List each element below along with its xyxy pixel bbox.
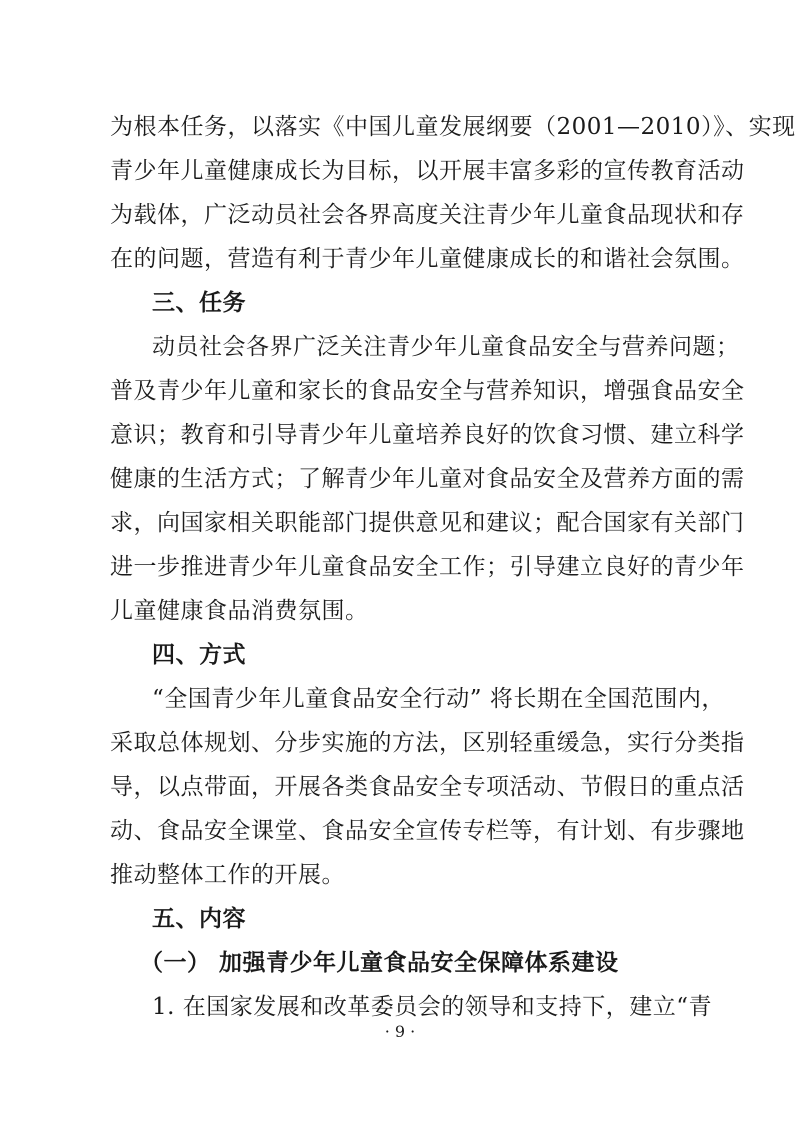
paragraph-line: 动、食品安全课堂、食品安全宣传专栏等，有计划、有步骤地 [110,818,745,844]
paragraph-line: 采取总体规划、分步实施的方法，区别轻重缓急，实行分类指 [110,730,745,756]
paragraph-line: 为根本任务，以落实《中国儿童发展纲要（2001—2010）》、实现 [110,114,796,140]
paragraph-line: 1. 在国家发展和改革委员会的领导和支持下，建立“青 [152,994,713,1020]
section-heading-tasks: 三、任务 [152,290,246,316]
paragraph-line: 推动整体工作的开展。 [110,862,345,888]
paragraph-line: 普及青少年儿童和家长的食品安全与营养知识，增强食品安全 [110,378,745,404]
section-heading-content: 五、内容 [152,906,246,932]
paragraph-line: 进一步推进青少年儿童食品安全工作；引导建立良好的青少年 [110,554,745,580]
paragraph-line: 健康的生活方式；了解青少年儿童对食品安全及营养方面的需 [110,466,745,492]
paragraph-line: “全国青少年儿童食品安全行动” 将长期在全国范围内， [152,686,725,712]
page-number: · 9 · [384,1022,416,1041]
paragraph-line: 在的问题，营造有利于青少年儿童健康成长的和谐社会氛围。 [110,246,745,272]
paragraph-line: 儿童健康食品消费氛围。 [110,598,369,624]
paragraph-line: 动员社会各界广泛关注青少年儿童食品安全与营养问题； [152,334,740,360]
paragraph-line: 意识；教育和引导青少年儿童培养良好的饮食习惯、建立科学 [110,422,745,448]
subsection-heading: （一） 加强青少年儿童食品安全保障体系建设 [140,950,619,976]
paragraph-line: 求，向国家相关职能部门提供意见和建议；配合国家有关部门 [110,510,745,536]
section-heading-methods: 四、方式 [152,642,246,668]
paragraph-line: 导，以点带面，开展各类食品安全专项活动、节假日的重点活 [110,774,745,800]
paragraph-line: 青少年儿童健康成长为目标，以开展丰富多彩的宣传教育活动 [110,158,745,184]
paragraph-line: 为载体，广泛动员社会各界高度关注青少年儿童食品现状和存 [110,202,745,228]
